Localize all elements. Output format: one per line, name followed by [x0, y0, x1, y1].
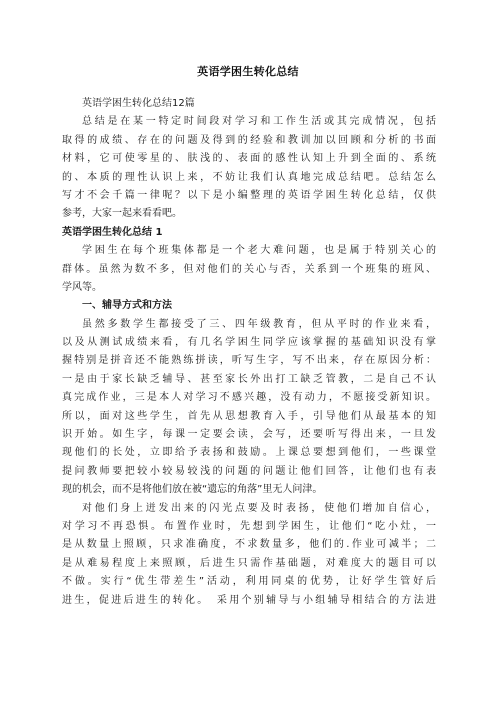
body-text-line: 学困生在每个班集体都是一个老大难问题，也是属于特别关心的 — [82, 245, 436, 257]
body-text-line: 所以，面对这些学生，首先从思想教育入手，引导他们从最基本的知 — [62, 410, 436, 422]
body-text-line: 一是由于家长缺乏辅导、甚至家长外出打工缺乏管教，二是自己不认 — [62, 373, 436, 385]
section-heading-line: 英语学困生转化总结 1 — [62, 226, 163, 238]
body-text-line: 群体。虽然为数不多，但对他们的关心与否，关系到一个班集的班风、 — [62, 263, 436, 275]
body-text-line: 提问教师要把较小较易较浅的问题的问题让他们回答，让他们也有表 — [62, 465, 436, 477]
body-text-line: 写才不会千篇一律呢？以下是小编整理的英语学困生转化总结，仅供 — [62, 189, 436, 201]
body-text-line: 以及从测试成绩来看，有几名学困生同学应该掌握的基础知识没有掌 — [62, 337, 436, 349]
body-text-line: 虽然多数学生都接受了三、四年级教育，但从平时的作业来看， — [82, 318, 436, 330]
body-text-line: 不做。实行“优生带差生”活动，利用同桌的优势，让好学生管好后 — [62, 576, 436, 588]
body-text-line: 对他们身上迸发出来的闪光点要及时表扬，使他们增加自信心， — [82, 502, 436, 514]
body-text-line: 材料，它可使零星的、肤浅的、表面的感性认知上升到全面的、系统 — [62, 153, 436, 165]
body-text-line: 识开始。如生字，每课一定要会读，会写，还要听写得出来，一旦发 — [62, 429, 436, 441]
body-text-line: 英语学困生转化总结12篇 — [82, 98, 195, 109]
body-text-line: 现他们的长处，立即给予表扬和鼓励。上课总要想到他们，一些课堂 — [62, 447, 436, 459]
body-text-line: 真完成作业，三是本人对学习不感兴趣，没有动力，不愿接受新知识。 — [62, 392, 436, 404]
section-heading-line: 一、辅导方式和方法 — [82, 300, 172, 312]
body-text-line: 进生，促进后进生的转化。 采用个别辅导与小组辅导相结合的方法进 — [62, 594, 436, 606]
body-text-line: 总结是在某一特定时间段对学习和工作生活或其完成情况，包括 — [82, 116, 436, 128]
body-text-line: 是从难易程度上来照顾，后进生只需作基础题，对难度大的题目可以 — [62, 557, 436, 569]
body-text-line: 学风等。 — [62, 281, 102, 293]
body-text-line: 的、本质的理性认识上来，不妨让我们认真地完成总结吧。总结怎么 — [62, 171, 436, 183]
body-text-line: 参考，大家一起来看看吧。 — [62, 208, 182, 220]
document-body — [62, 95, 436, 610]
body-text-line: 是从数量上照顾，只求准确度，不求数量多，他们的.作业可减半；二 — [62, 539, 436, 551]
body-text-line: 握特别是拼音还不能熟练拼读，听写生字，写不出来，存在原因分析： — [62, 355, 436, 367]
document-title: 英语学困生转化总结 — [197, 65, 299, 78]
body-text-line: 对学习不再恐惧。布置作业时，先想到学困生，让他们“吃小灶，一 — [62, 520, 436, 532]
body-text-line: 现的机会，而不是将他们放在被“遗忘的角落”里无人问津。 — [62, 484, 323, 496]
body-text-line: 取得的成绩、存在的问题及得到的经验和教训加以回顾和分析的书面 — [62, 134, 436, 146]
